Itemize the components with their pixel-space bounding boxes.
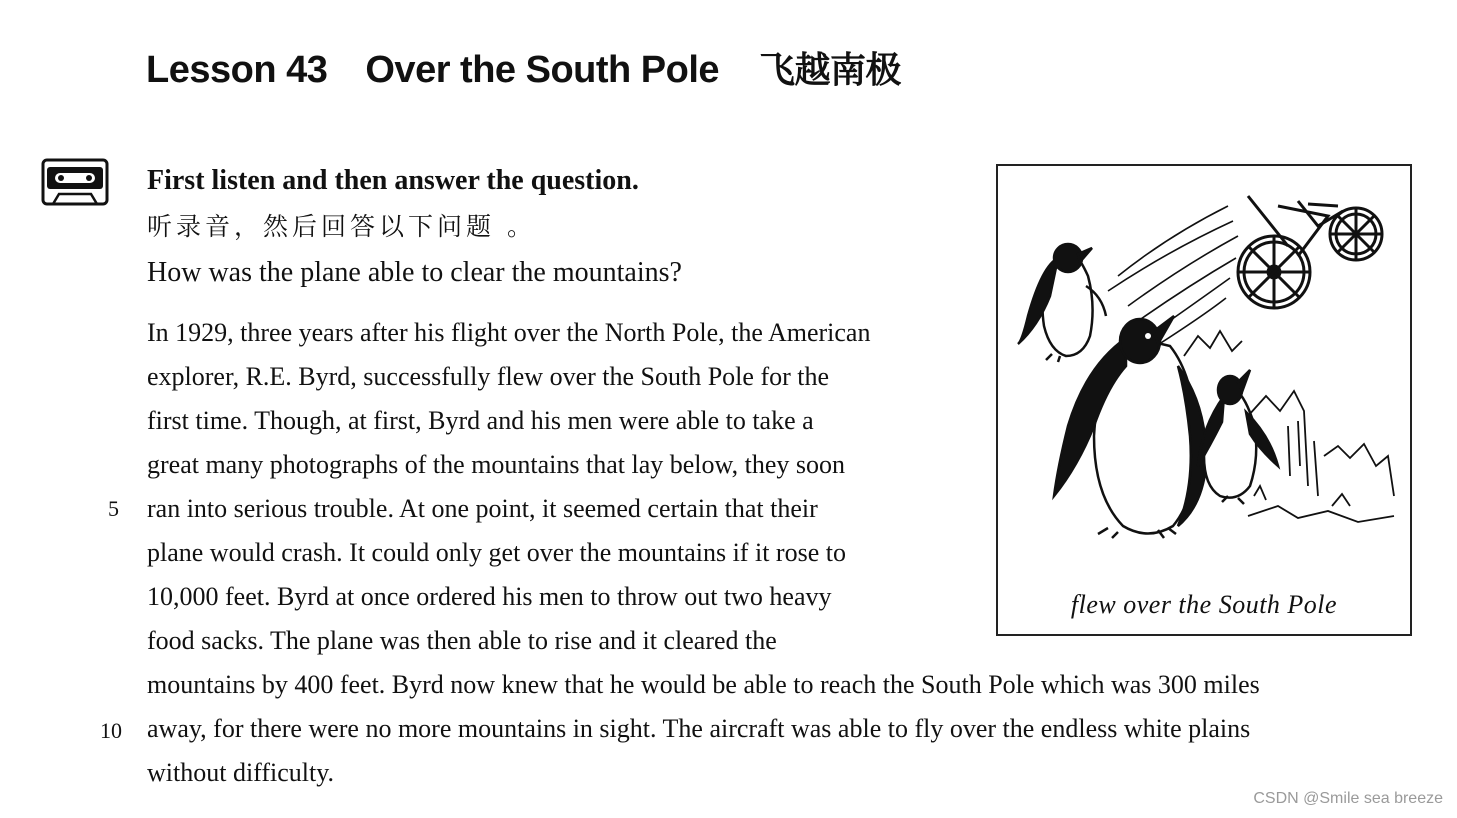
lesson-title-cn: 飞越南极 [759, 50, 902, 91]
figure-caption: flew over the South Pole [1070, 590, 1338, 619]
passage-line-9: mountains by 400 feet. Byrd now knew that he would be able to reach the South Pole which was 300 miles [147, 670, 1260, 699]
cassette-tape-icon [41, 158, 109, 210]
instructions [147, 158, 682, 296]
illustration-frame [996, 164, 1412, 636]
passage-line-1: In 1929, three years after his flight over the North Pole, the American [147, 318, 871, 347]
penguins-plane-illustration [998, 166, 1410, 566]
line-number-5: 5 [108, 496, 119, 521]
passage-line-3: first time. Though, at first, Byrd and his men were able to take a [147, 406, 814, 435]
passage-line-2: explorer, R.E. Byrd, successfully flew over the South Pole for the [147, 362, 830, 391]
lesson-title-en: Over the South Pole [365, 49, 720, 91]
passage-line-5: ran into serious trouble. At one point, it seemed certain that their [147, 494, 818, 523]
passage-line-6: plane would crash. It could only get over the mountains if it rose to [147, 538, 846, 567]
passage-line-7: 10,000 feet. Byrd at once ordered his men to throw out two heavy [147, 582, 832, 611]
lesson-title [146, 46, 901, 95]
passage-line-10: away, for there were no more mountains in sight. The aircraft was able to fly over the endless white plains [147, 714, 1251, 743]
passage-line-11: without difficulty. [147, 758, 335, 787]
watermark: CSDN @Smile sea breeze [1253, 790, 1443, 807]
passage-line-8: food sacks. The plane was then able to rise and it cleared the [147, 626, 777, 655]
question: How was the plane able to clear the mountains? [147, 257, 682, 288]
line-number-10: 10 [100, 718, 122, 743]
passage-line-4: great many photographs of the mountains that lay below, they soon [147, 450, 846, 479]
instruction-cn: 听录音，然后回答以下问题 。 [147, 212, 536, 241]
lesson-number: Lesson 43 [146, 49, 328, 91]
instruction-en: First listen and then answer the question. [147, 165, 639, 196]
